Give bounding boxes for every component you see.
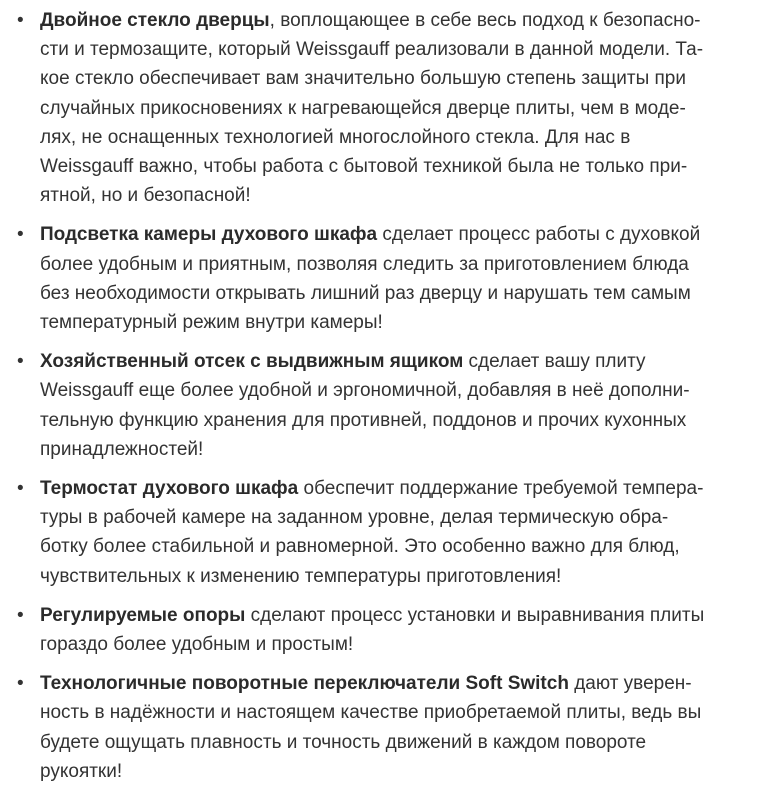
feature-text: сделают процесс установки и выравнивания плиты (245, 604, 705, 626)
list-item (16, 347, 750, 464)
feature-text: дают уверен- (568, 673, 692, 695)
list-item (16, 669, 750, 786)
feature-text-line: лях, не оснащенных технологией многослойного стекла. Для нас в (40, 126, 631, 148)
bullet-icon: • (17, 604, 24, 626)
first-line (40, 220, 750, 249)
feature-title: Двойное стекло дверцы (40, 10, 270, 31)
first-line (40, 6, 750, 35)
feature-text-line: принадлежностей! (40, 438, 204, 460)
first-line (40, 601, 750, 630)
feature-title: Технологичные поворотные переключатели Soft Switch (40, 673, 569, 695)
bullet-icon: • (17, 478, 24, 500)
feature-text-line: без необходимости открывать лишний раз дверцу и нарушать тем самым (40, 282, 691, 304)
bullet-icon: • (17, 351, 24, 373)
feature-list (16, 6, 750, 786)
feature-title: Хозяйственный отсек с выдвижным ящиком (40, 351, 464, 373)
feature-text-line: ность в надёжности и настоящем качестве приобретаемой плиты, ведь вы (40, 702, 702, 724)
first-line (40, 474, 750, 503)
bullet-icon: • (17, 224, 24, 246)
list-item (16, 601, 750, 659)
feature-text-line: ботку более стабильной и равномерной. Это особенно важно для блюд, (40, 536, 680, 558)
first-line (40, 347, 750, 376)
bullet-icon: • (17, 673, 24, 695)
feature-text-line: более удобным и приятным, позволяя следить за приготовлением блюда (40, 253, 689, 275)
feature-title: Подсветка камеры духового шкафа (40, 224, 378, 246)
feature-title: Регулируемые опоры (40, 604, 246, 626)
feature-text-line: туры в рабочей камере на заданном уровне, делая термическую обра- (40, 507, 669, 529)
feature-title: Термостат духового шкафа (40, 478, 299, 500)
feature-text: сделает процесс работы с духовкой (377, 224, 701, 246)
feature-text-line: тельную функцию хранения для противней, поддонов и прочих кухонных (40, 409, 687, 431)
feature-text-line: гораздо более удобным и простым! (40, 634, 354, 656)
feature-text-line: кое стекло обеспечивает вам значительно большую степень защиты при (40, 68, 686, 90)
feature-text-line: ятной, но и безопасной! (40, 185, 251, 207)
list-item (16, 6, 750, 210)
feature-text-line: сти и термозащите, который Weissgauff реализовали в данной модели. Та- (40, 39, 704, 61)
feature-text-line: Weissgauff еще более удобной и эргономичной, добавляя в неё дополни- (40, 380, 690, 402)
feature-text-line: чувствительных к изменению температуры приготовления! (40, 565, 562, 587)
feature-text-line: случайных прикосновениях к нагревающейся дверце плиты, чем в моде- (40, 97, 686, 119)
feature-text-line: рукоятки! (40, 760, 123, 782)
feature-text: , воплощающее в себе весь подход к безопасно- (269, 10, 701, 31)
feature-text-line: температурный режим внутри камеры! (40, 312, 383, 334)
feature-text-line: Weissgauff важно, чтобы работа с бытовой техникой была не только при- (40, 156, 688, 178)
feature-text: сделает вашу плиту (463, 351, 646, 373)
list-item (16, 220, 750, 337)
first-line (40, 669, 750, 698)
feature-text-line: будете ощущать плавность и точность движений в каждом повороте (40, 731, 647, 753)
list-item (16, 474, 750, 591)
feature-text: обеспечит поддержание требуемой темпера- (298, 478, 704, 500)
bullet-icon: • (17, 10, 24, 31)
